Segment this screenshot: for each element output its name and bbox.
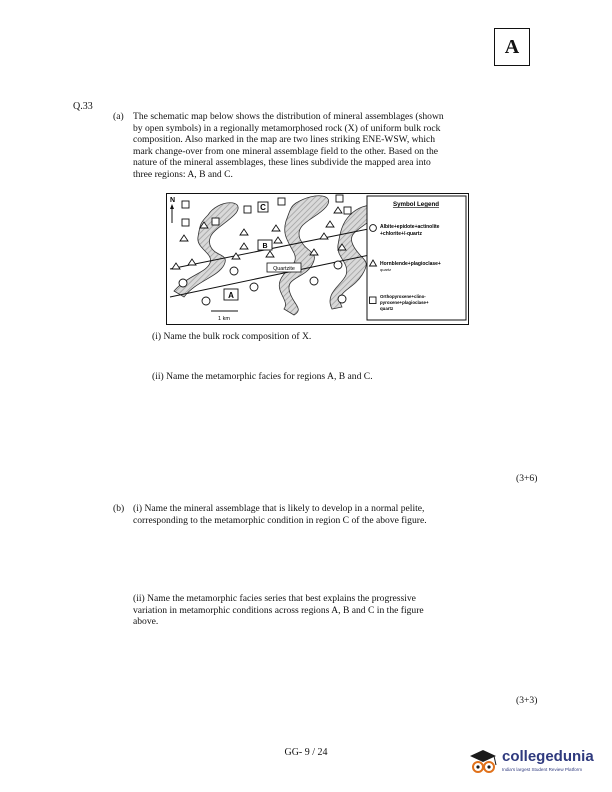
albite-symbol xyxy=(250,283,258,291)
part-b-sub-i-line: (i) Name the mineral assemblage that is likely to develop in a normal pelite, xyxy=(133,503,425,514)
part-a-line: by open symbols) in a regionally metamorphosed rock (X) of uniform bulk rock xyxy=(133,122,441,134)
part-b-sub-ii xyxy=(133,593,525,628)
albite-symbol xyxy=(230,267,238,275)
albite-symbol xyxy=(179,279,187,287)
part-a-line: mark change-over from one mineral assemblage field to the other. Based on the xyxy=(133,145,439,157)
part-b-sub-ii-line: above. xyxy=(133,616,159,628)
orthopyroxene-symbol xyxy=(336,195,343,202)
version-label: A xyxy=(494,28,530,66)
part-a-label: (a) xyxy=(113,111,124,122)
region-label-c xyxy=(258,202,268,212)
collegedunia-logo-icon xyxy=(466,747,500,777)
orthopyroxene-symbol xyxy=(182,219,189,226)
part-b-sub-ii-line: (ii) Name the metamorphic facies series that best explains the progressive xyxy=(133,593,416,604)
part-b-sub-i xyxy=(133,503,525,526)
legend-circle-text: Albite+epidote+actinolite xyxy=(380,224,440,230)
part-a-line: three regions: A, B and C. xyxy=(133,168,233,180)
part-a-sub-ii: (ii) Name the metamorphic facies for regions A, B and C. xyxy=(152,371,373,382)
page-number: GG- 9 / 24 xyxy=(284,747,328,758)
part-a-line: nature of the mineral assemblages, these lines subdivide the mapped area into xyxy=(133,157,431,169)
part-b-marks: (3+3) xyxy=(516,695,538,706)
brand-name: collegedunia xyxy=(502,748,594,765)
part-a-paragraph xyxy=(133,111,525,181)
part-a-line: The schematic map below shows the distribution of mineral assemblages (shown xyxy=(133,111,444,122)
question-number: Q.33 xyxy=(73,101,93,112)
brand-tagline: India's largest Student Review Platform xyxy=(502,767,583,772)
legend-square-text: quartz xyxy=(380,306,394,311)
legend-square-text: pyroxene+plagioclase+ xyxy=(380,300,429,305)
legend-triangle-text: Hornblende+plagioclase+ xyxy=(380,261,441,267)
svg-text:C: C xyxy=(260,203,266,212)
albite-symbol xyxy=(338,295,346,303)
schematic-map xyxy=(166,193,469,325)
albite-symbol xyxy=(202,297,210,305)
svg-text:B: B xyxy=(262,243,268,250)
legend-square-icon xyxy=(370,297,377,304)
symbol-legend xyxy=(367,196,466,320)
albite-symbol xyxy=(334,261,342,269)
legend-square-text: Orthopyroxene+clino- xyxy=(380,294,426,299)
part-a-line: composition. Also marked in the map are two lines striking ENE-WSW, which xyxy=(133,134,436,146)
region-label-b xyxy=(258,240,272,250)
orthopyroxene-symbol xyxy=(244,206,251,213)
orthopyroxene-symbol xyxy=(278,198,285,205)
svg-text:Quartzite: Quartzite xyxy=(273,266,295,272)
part-a-marks: (3+6) xyxy=(516,473,538,484)
legend-triangle-text: quartz xyxy=(380,267,392,272)
scale-label: 1 km xyxy=(218,316,230,322)
orthopyroxene-symbol xyxy=(182,201,189,208)
svg-text:A: A xyxy=(228,291,234,300)
quartzite-label xyxy=(267,263,301,272)
legend-circle-text: +chlorite+/-quartz xyxy=(380,231,422,237)
albite-symbol xyxy=(310,277,318,285)
part-a-sub-i: (i) Name the bulk rock composition of X. xyxy=(152,331,312,342)
orthopyroxene-symbol xyxy=(344,207,351,214)
part-b-sub-i-line: corresponding to the metamorphic condition in region C of the above figure. xyxy=(133,514,427,526)
part-b-sub-ii-line: variation in metamorphic conditions across regions A, B and C in the figure xyxy=(133,604,424,616)
north-label: N xyxy=(170,197,176,204)
orthopyroxene-symbol xyxy=(212,218,219,225)
region-label-a xyxy=(224,289,238,300)
legend-circle-icon xyxy=(370,225,377,232)
part-b-label: (b) xyxy=(113,503,125,514)
legend-title: Symbol Legend xyxy=(392,201,440,208)
